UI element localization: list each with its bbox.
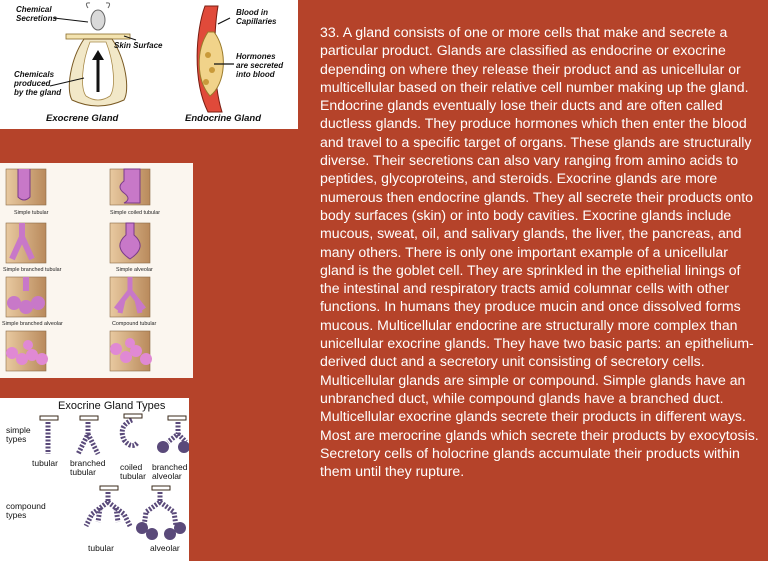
exocrine-caption: Exocrene Gland [46,113,119,124]
skin-surface-label: Skin Surface [114,41,163,50]
simple-coiled-tubular-label: Simple coiled tubular [110,210,161,216]
compound-tubular-label: Compound tubular [112,321,157,327]
exocrine-gland-types-title: Exocrine Gland Types [58,400,166,412]
compound-alveolar-label: alveolar [150,543,180,553]
exocrine-gland-drawing [66,3,130,106]
exocrine-endocrine-figure [0,0,298,129]
gland-shapes-figure [0,163,193,378]
compound-tubular-label: tubular [88,543,114,553]
simple-types-label: simple types [6,425,31,444]
coiled-tubular-label: coiled tubular [120,462,146,481]
chemical-secretions-label: Chemical Secretions [16,5,57,23]
chemicals-produced-label: Chemicals produced by the gland [14,70,62,97]
simple-tubular-label: Simple tubular [14,210,49,216]
endocrine-gland-drawing [197,6,234,112]
endocrine-caption: Endocrine Gland [185,113,262,124]
tubular-label: tubular [32,458,58,468]
exocrine-gland-types-figure [0,398,189,561]
simple-branched-alveolar-label: Simple branched alveolar [2,321,63,327]
blood-capillaries-label: Blood in Capillaries [236,8,277,26]
simple-alveolar-label: Simple alveolar [116,267,153,273]
branched-tubular-label: branched tubular [70,458,106,477]
simple-branched-tubular-label: Simple branched tubular [3,267,62,273]
hormones-secreted-label: Hormones are secreted into blood [236,52,284,79]
branched-alveolar-label: branched alveolar [152,462,188,481]
compound-types-label: compound types [6,501,46,520]
gland-description-text: 33. A gland consists of one or more cells that make and secrete a particular product. Glands are classified as endocrine or exocrine depending on where they release their product and as unicellular or multicellular based on their relative cell number making up the gland. Endocrine glands eventually lose their ducts and are often called ductless glands. They produce hormones which then enter the blood and travel to a specific target of organs. These glands are structurally diverse. Their secretions can also vary ranging from amino acids to peptides, glycoproteins, and steroids. Exocrine glands are more numerous then endocrine glands. They all secrete their products onto body surfaces (skin) or into body cavities. Exocrine glands include mucous, sweat, oil, and salivary glands, the liver, the pancreas, and many others. There is only one important example of a unicellular gland is the goblet cell. They are sprinkled in the epithelial linings of the intestinal and respiratory tracts amid columnar cells with other functions. In humans they produce mucin and once dissolved forms mucous. Multicellular endocrine are structurally more complex than unicellular exocrine glands. They have two basic parts: an epithelium-derived duct and a secretory unit consisting of secretory cells. Multicellular glands are simple or compound. Simple glands have an unbranched duct, while compound glands have a branched duct. Multicellular exocrine glands secrete their products in different ways. Most are merocrine glands which secrete their products by exocytosis. Secretory cells of holocrine glands accumulate their products within them until they rupture. [320,24,759,480]
